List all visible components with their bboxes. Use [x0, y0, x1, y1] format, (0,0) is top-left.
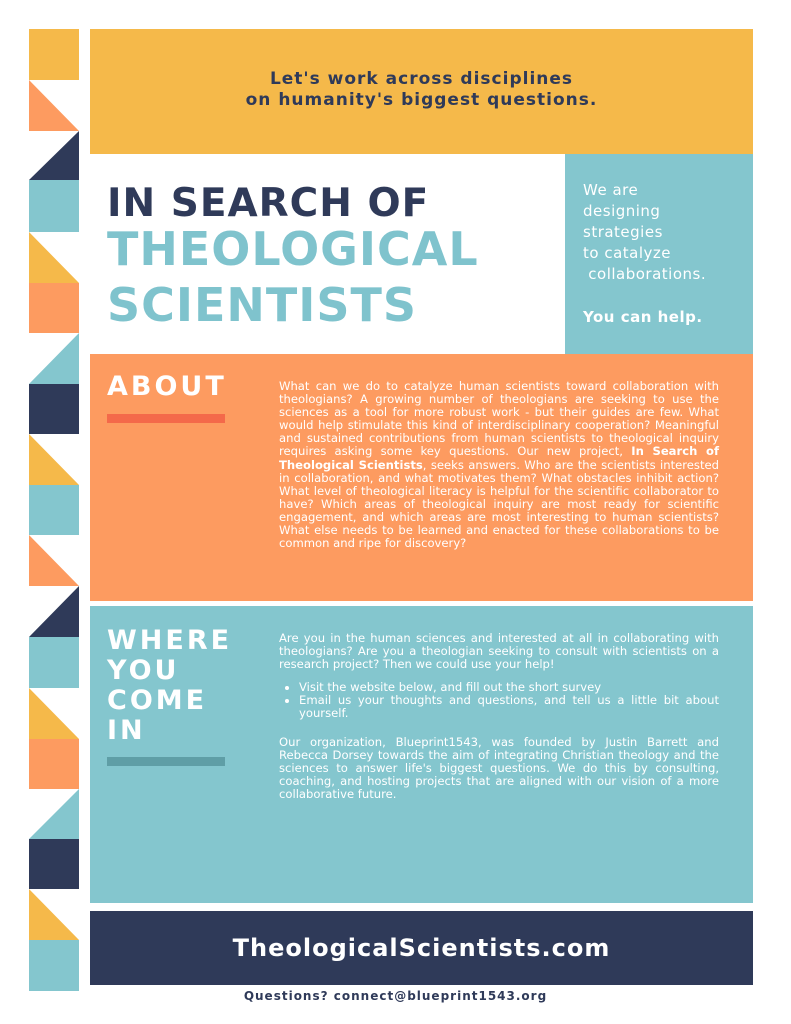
- where-heading-line: COME: [107, 685, 208, 716]
- where-heading-line: YOU: [107, 655, 180, 686]
- where-intro: Are you in the human sciences and interested at all in collaborating with theologians? Are you a theologian seeking to consult with scientists on a research project? Then we could use your help!: [279, 631, 719, 672]
- where-body: [279, 632, 719, 801]
- tagline-line-1: Let's work across disciplines: [269, 68, 574, 89]
- where-bullet: • Visit the website below, and fill out the short survey: [299, 681, 719, 694]
- title-line-2: THEOLOGICAL: [107, 222, 479, 276]
- title-area: [90, 154, 565, 354]
- contact-email-line[interactable]: Questions? connect@blueprint1543.org: [243, 989, 548, 1003]
- callout-line: collaborations.: [583, 265, 707, 283]
- tagline-line-2: on humanity's biggest questions.: [245, 89, 598, 110]
- about-text-before: What can we do to catalyze human scientists toward collaboration with theologians? A growing number of theologians are seeking to use the sciences as a tool for more robust work - but their guides are few. What would help stimulate this kind of interdisciplinary cooperation? Meaningful and sustained contributions from human scientists to theological inquiry requires asking some key questions. Our new project,: [279, 379, 719, 459]
- where-heading-underline: [107, 757, 225, 766]
- geometric-shapes: [29, 29, 79, 991]
- organization-text: Our organization, Blueprint1543, was founded by Justin Barrett and Rebecca Dorsey towards the aim of integrating Christian theology and the sciences to answer life's biggest questions. We do this by consulting, coaching, and hosting projects that are aligned with our vision of a more collaborative future.: [279, 734, 719, 801]
- where-heading: [107, 626, 232, 746]
- where-heading-line: WHERE: [107, 625, 233, 656]
- about-heading: ABOUT: [107, 371, 227, 402]
- where-heading-line: IN: [107, 715, 146, 746]
- callout-line: We are: [583, 181, 639, 199]
- footer-band: [90, 911, 753, 985]
- callout-line: strategies: [583, 223, 663, 241]
- callout-line: to catalyze: [583, 244, 671, 262]
- project-name: In Search of Theological Scientists: [279, 444, 720, 472]
- title-line-3: SCIENTISTS: [107, 278, 418, 332]
- decorative-pattern-strip: [29, 29, 79, 991]
- where-you-come-in-section: [90, 606, 753, 903]
- website-link[interactable]: TheologicalScientists.com: [232, 934, 611, 962]
- top-banner: [90, 29, 753, 154]
- about-heading-underline: [107, 414, 225, 423]
- about-body: [279, 380, 719, 550]
- where-bullet: • Email us your thoughts and questions, and tell us a little bit about yourself.: [299, 694, 719, 720]
- title-line-1: IN SEARCH OF: [107, 181, 430, 226]
- about-text-after: , seeks answers. Who are the scientists interested in collaboration, and what motivates them? What obstacles inhibit action? What level of theological literacy is helpful for the scientific collaborator to have? Which areas of theological inquiry are most ready for scientific engagement, and which areas are most interesting to human scientists? What else needs to be learned and enacted for these collaborations to be common and ripe for discovery?: [279, 457, 719, 551]
- tagline: [246, 69, 598, 111]
- callout-line: designing: [583, 202, 661, 220]
- callout-cta: You can help.: [583, 308, 703, 326]
- where-bullet-list: [279, 681, 719, 720]
- side-callout-box: [565, 154, 753, 354]
- about-section: [90, 354, 753, 601]
